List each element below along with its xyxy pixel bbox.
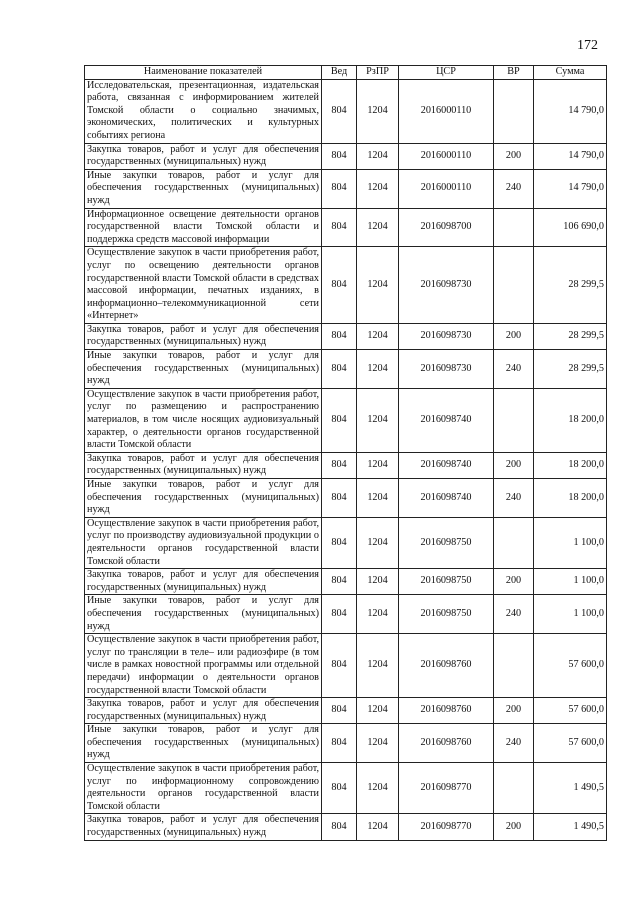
cell-rzpr: 1204 [357, 143, 399, 169]
cell-name: Закупка товаров, работ и услуг для обеспечения государственных (муниципальных) нужд [85, 814, 322, 840]
cell-csr: 2016098740 [399, 452, 494, 478]
cell-ved: 804 [322, 569, 357, 595]
header-sum: Сумма [534, 66, 607, 80]
table-row [85, 724, 607, 763]
table-row [85, 208, 607, 247]
cell-rzpr: 1204 [357, 208, 399, 247]
table-row [85, 517, 607, 568]
table-row [85, 814, 607, 840]
table-row [85, 350, 607, 389]
table-row [85, 634, 607, 698]
cell-sum: 18 200,0 [534, 388, 607, 452]
cell-csr: 2016000110 [399, 143, 494, 169]
cell-csr: 2016098760 [399, 698, 494, 724]
cell-csr: 2016000110 [399, 79, 494, 143]
budget-table [84, 65, 607, 841]
cell-ved: 804 [322, 169, 357, 208]
cell-ved: 804 [322, 595, 357, 634]
cell-name: Информационное освещение деятельности органов государственной власти Томской области и поддержка средств массовой информации [85, 208, 322, 247]
cell-ved: 804 [322, 698, 357, 724]
cell-rzpr: 1204 [357, 452, 399, 478]
cell-rzpr: 1204 [357, 698, 399, 724]
cell-ved: 804 [322, 208, 357, 247]
table-row [85, 247, 607, 324]
cell-name: Иные закупки товаров, работ и услуг для обеспечения государственных (муниципальных) нужд [85, 595, 322, 634]
cell-rzpr: 1204 [357, 247, 399, 324]
cell-name: Иные закупки товаров, работ и услуг для обеспечения государственных (муниципальных) нужд [85, 479, 322, 518]
cell-sum: 14 790,0 [534, 79, 607, 143]
cell-sum: 57 600,0 [534, 698, 607, 724]
cell-sum: 28 299,5 [534, 350, 607, 389]
header-name: Наименование показателей [85, 66, 322, 80]
cell-vr: 200 [494, 569, 534, 595]
cell-sum: 28 299,5 [534, 323, 607, 349]
table-row [85, 388, 607, 452]
cell-name: Осуществление закупок в части приобретения работ, услуг по трансляции в теле– или радиоэфире (в том числе в рамках новостной программы или отдельной передачи) информации о деятельности органов государственной власти Томской области [85, 634, 322, 698]
cell-vr [494, 79, 534, 143]
table-row [85, 143, 607, 169]
cell-csr: 2016098750 [399, 517, 494, 568]
cell-sum: 57 600,0 [534, 724, 607, 763]
cell-ved: 804 [322, 79, 357, 143]
cell-vr: 200 [494, 143, 534, 169]
cell-rzpr: 1204 [357, 517, 399, 568]
cell-name: Иные закупки товаров, работ и услуг для обеспечения государственных (муниципальных) нужд [85, 350, 322, 389]
cell-sum: 18 200,0 [534, 452, 607, 478]
cell-ved: 804 [322, 388, 357, 452]
cell-ved: 804 [322, 724, 357, 763]
table-header-row [85, 66, 607, 80]
cell-vr: 240 [494, 350, 534, 389]
cell-rzpr: 1204 [357, 634, 399, 698]
cell-csr: 2016098750 [399, 595, 494, 634]
cell-sum: 14 790,0 [534, 143, 607, 169]
cell-rzpr: 1204 [357, 350, 399, 389]
cell-rzpr: 1204 [357, 595, 399, 634]
cell-name: Закупка товаров, работ и услуг для обеспечения государственных (муниципальных) нужд [85, 323, 322, 349]
table-row [85, 698, 607, 724]
cell-csr: 2016098740 [399, 479, 494, 518]
cell-name: Закупка товаров, работ и услуг для обеспечения государственных (муниципальных) нужд [85, 143, 322, 169]
cell-name: Иные закупки товаров, работ и услуг для обеспечения государственных (муниципальных) нужд [85, 169, 322, 208]
cell-sum: 1 100,0 [534, 517, 607, 568]
cell-csr: 2016098730 [399, 247, 494, 324]
cell-name: Осуществление закупок в части приобретения работ, услуг по освещению деятельности органов государственной власти Томской области в средствах массовой информации, печатных изданиях, в информационно–телекоммуникационной сети «Интернет» [85, 247, 322, 324]
cell-sum: 106 690,0 [534, 208, 607, 247]
cell-vr: 240 [494, 724, 534, 763]
table-row [85, 323, 607, 349]
cell-name: Исследовательская, презентационная, издательская работа, связанная с информированием жителей Томской области о социально значимых, экономических, политических и культурных событиях региона [85, 79, 322, 143]
cell-sum: 57 600,0 [534, 634, 607, 698]
cell-ved: 804 [322, 517, 357, 568]
cell-rzpr: 1204 [357, 169, 399, 208]
cell-rzpr: 1204 [357, 569, 399, 595]
cell-sum: 1 490,5 [534, 763, 607, 814]
cell-ved: 804 [322, 479, 357, 518]
cell-vr: 200 [494, 452, 534, 478]
table-row [85, 479, 607, 518]
page-number: 172 [577, 38, 598, 53]
cell-rzpr: 1204 [357, 79, 399, 143]
cell-name: Осуществление закупок в части приобретения работ, услуг по размещению и распространению материалов, в том числе носящих аудиовизуальный характер, о деятельности органов государственной власти Томской области [85, 388, 322, 452]
cell-csr: 2016098770 [399, 814, 494, 840]
cell-name: Закупка товаров, работ и услуг для обеспечения государственных (муниципальных) нужд [85, 452, 322, 478]
table-row [85, 452, 607, 478]
cell-vr: 200 [494, 323, 534, 349]
cell-csr: 2016098730 [399, 323, 494, 349]
cell-ved: 804 [322, 763, 357, 814]
cell-ved: 804 [322, 143, 357, 169]
cell-csr: 2016098730 [399, 350, 494, 389]
cell-csr: 2016098700 [399, 208, 494, 247]
cell-rzpr: 1204 [357, 388, 399, 452]
cell-name: Закупка товаров, работ и услуг для обеспечения государственных (муниципальных) нужд [85, 698, 322, 724]
cell-vr: 200 [494, 814, 534, 840]
table-row [85, 169, 607, 208]
cell-csr: 2016000110 [399, 169, 494, 208]
cell-csr: 2016098760 [399, 634, 494, 698]
cell-vr: 240 [494, 479, 534, 518]
cell-sum: 1 490,5 [534, 814, 607, 840]
cell-vr: 240 [494, 595, 534, 634]
cell-name: Иные закупки товаров, работ и услуг для обеспечения государственных (муниципальных) нужд [85, 724, 322, 763]
table-row [85, 569, 607, 595]
cell-vr: 200 [494, 698, 534, 724]
cell-name: Закупка товаров, работ и услуг для обеспечения государственных (муниципальных) нужд [85, 569, 322, 595]
cell-vr [494, 634, 534, 698]
table-body [85, 79, 607, 840]
cell-rzpr: 1204 [357, 763, 399, 814]
table-row [85, 763, 607, 814]
table-row [85, 595, 607, 634]
cell-csr: 2016098760 [399, 724, 494, 763]
cell-rzpr: 1204 [357, 724, 399, 763]
cell-csr: 2016098770 [399, 763, 494, 814]
header-rzpr: РзПР [357, 66, 399, 80]
header-vr: ВР [494, 66, 534, 80]
cell-ved: 804 [322, 634, 357, 698]
header-csr: ЦСР [399, 66, 494, 80]
cell-vr [494, 208, 534, 247]
table-row [85, 79, 607, 143]
cell-sum: 14 790,0 [534, 169, 607, 208]
cell-rzpr: 1204 [357, 814, 399, 840]
cell-ved: 804 [322, 323, 357, 349]
cell-sum: 1 100,0 [534, 569, 607, 595]
cell-csr: 2016098740 [399, 388, 494, 452]
cell-ved: 804 [322, 452, 357, 478]
cell-rzpr: 1204 [357, 323, 399, 349]
cell-vr [494, 517, 534, 568]
header-ved: Вед [322, 66, 357, 80]
cell-csr: 2016098750 [399, 569, 494, 595]
cell-name: Осуществление закупок в части приобретения работ, услуг по производству аудиовизуальной продукции о деятельности органов государственной власти Томской области [85, 517, 322, 568]
cell-vr [494, 247, 534, 324]
cell-ved: 804 [322, 247, 357, 324]
cell-rzpr: 1204 [357, 479, 399, 518]
cell-name: Осуществление закупок в части приобретения работ, услуг по информационному сопровождению деятельности органов государственной власти Томской области [85, 763, 322, 814]
cell-sum: 28 299,5 [534, 247, 607, 324]
cell-sum: 18 200,0 [534, 479, 607, 518]
cell-ved: 804 [322, 350, 357, 389]
cell-vr [494, 763, 534, 814]
cell-sum: 1 100,0 [534, 595, 607, 634]
cell-ved: 804 [322, 814, 357, 840]
cell-vr [494, 388, 534, 452]
cell-vr: 240 [494, 169, 534, 208]
